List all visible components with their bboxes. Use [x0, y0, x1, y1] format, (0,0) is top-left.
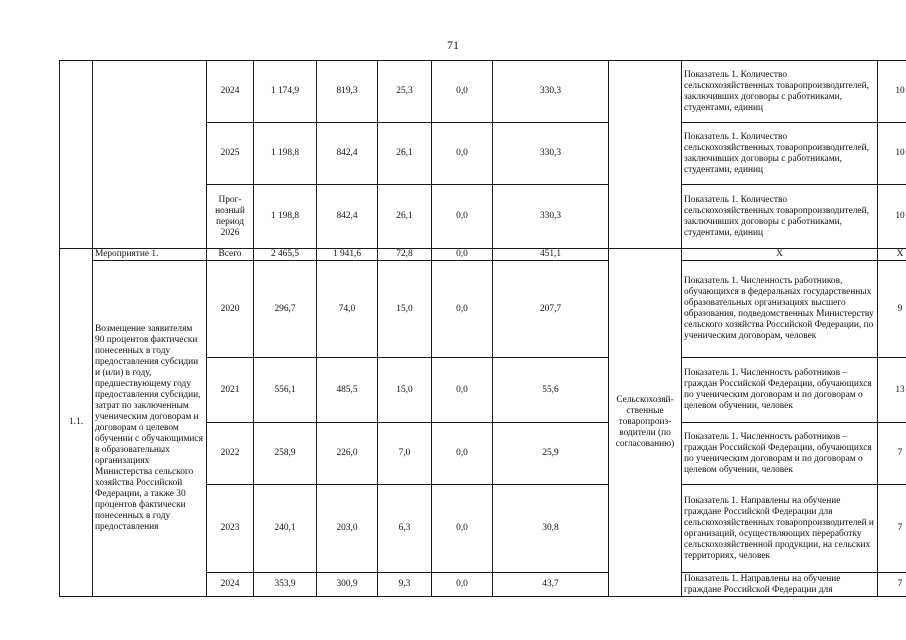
cell-regional: 7,0 — [378, 423, 432, 485]
cell-regional: 26,1 — [378, 185, 432, 249]
cell-total: 1 198,8 — [254, 185, 317, 249]
cell-measure-title: Мероприятие 1. — [93, 249, 207, 261]
cell-extra: 330,3 — [493, 185, 609, 249]
table-row — [60, 261, 906, 358]
cell-regional: 9,3 — [378, 573, 432, 597]
cell-indicator: X — [682, 249, 878, 261]
cell-total: 296,7 — [254, 261, 317, 358]
measure-description-text: Возмещение заявителям 90 процентов фактически понесенных в году предоставления субсидии и (или) в году, предшествующему году предоставления субсидии, затрат по заключенным ученическим договорам и договорам о целевом обучении с обучающимися в образовательных организациях Министерства сельского хозяйства Российской Федерации, а также 30 процентов фактически понесенных в году предоставления — [95, 324, 203, 532]
cell-federal: 842,4 — [317, 185, 378, 249]
cell-year: 2025 — [207, 123, 254, 185]
cell-indicator: Показатель 1. Численность работников – граждан Российской Федерации, обучающихся по ученическим договорам и по договорам о целевом обучении, человек — [682, 423, 878, 485]
cell-value: X — [878, 249, 906, 261]
cell-total: 258,9 — [254, 423, 317, 485]
cell-regional: 72,8 — [378, 249, 432, 261]
cell-federal: 485,5 — [317, 358, 378, 423]
table-row — [60, 61, 906, 123]
cell-year: 2024 — [207, 573, 254, 597]
cell-name-empty — [93, 61, 207, 249]
cell-federal: 74,0 — [317, 261, 378, 358]
cell-local: 0,0 — [432, 249, 493, 261]
cell-local: 0,0 — [432, 358, 493, 423]
cell-federal: 842,4 — [317, 123, 378, 185]
cell-total: 1 174,9 — [254, 61, 317, 123]
cell-value: 7 — [878, 485, 906, 573]
table-row — [60, 249, 906, 261]
cell-value: 10 — [878, 61, 906, 123]
cell-value: 9 — [878, 261, 906, 358]
cell-regional: 15,0 — [378, 261, 432, 358]
cell-year: Всего — [207, 249, 254, 261]
cell-local: 0,0 — [432, 485, 493, 573]
cell-extra: 207,7 — [493, 261, 609, 358]
cell-value: 13 — [878, 358, 906, 423]
cell-value: 10 — [878, 123, 906, 185]
cell-local: 0,0 — [432, 185, 493, 249]
cell-year: 2024 — [207, 61, 254, 123]
cell-regional: 25,3 — [378, 61, 432, 123]
cell-year: 2023 — [207, 485, 254, 573]
cell-total: 1 198,8 — [254, 123, 317, 185]
cell-extra: 330,3 — [493, 123, 609, 185]
cell-local: 0,0 — [432, 61, 493, 123]
cell-extra: 43,7 — [493, 573, 609, 597]
cell-federal: 300,9 — [317, 573, 378, 597]
cell-indicator: Показатель 1. Количество сельскохозяйственных товаропроизводителей, заключивших договоры с работниками, студентами, единиц — [682, 61, 878, 123]
cell-measure-number: 1.1. — [60, 249, 93, 597]
cell-regional: 6,3 — [378, 485, 432, 573]
cell-local: 0,0 — [432, 423, 493, 485]
cell-indicator: Показатель 1. Численность работников – граждан Российской Федерации, обучающихся по ученическим договорам и по договорам о целевом обучении, человек — [682, 358, 878, 423]
cell-year: Прог-нозный период 2026 — [207, 185, 254, 249]
cell-extra: 55,6 — [493, 358, 609, 423]
cell-year: 2021 — [207, 358, 254, 423]
cell-extra: 30,8 — [493, 485, 609, 573]
cell-local: 0,0 — [432, 573, 493, 597]
cell-value: 7 — [878, 573, 906, 597]
cell-total: 240,1 — [254, 485, 317, 573]
cell-extra: 25,9 — [493, 423, 609, 485]
cell-value: 7 — [878, 423, 906, 485]
cell-indicator: Показатель 1. Количество сельскохозяйственных товаропроизводителей, заключивших договоры с работниками, студентами, единиц — [682, 123, 878, 185]
cell-total: 556,1 — [254, 358, 317, 423]
cell-local: 0,0 — [432, 123, 493, 185]
cell-year: 2020 — [207, 261, 254, 358]
cell-indicator: Показатель 1. Направлены на обучение граждане Российской Федерации для сельскохозяйственных товаропроизводителей и организаций, осуществляющих переработку сельскохозяйственной продукции, на сельских территориях, человек — [682, 485, 878, 573]
cell-federal: 203,0 — [317, 485, 378, 573]
cell-executor-empty — [609, 61, 682, 249]
cell-indicator: Показатель 1. Численность работников, обучающихся в федеральных государственных образовательных организациях высшего образования, подведомственных Министерству сельского хозяйства Российской Федерации, по ученическим договорам, человек — [682, 261, 878, 358]
cell-extra: 330,3 — [493, 61, 609, 123]
cell-total: 353,9 — [254, 573, 317, 597]
cell-total: 2 465,5 — [254, 249, 317, 261]
cell-year: 2022 — [207, 423, 254, 485]
cell-extra: 451,1 — [493, 249, 609, 261]
cell-number-empty — [60, 61, 93, 249]
cell-federal: 1 941,6 — [317, 249, 378, 261]
cell-local: 0,0 — [432, 261, 493, 358]
cell-value: 10 — [878, 185, 906, 249]
program-table — [59, 60, 906, 597]
cell-executor: Сельскохозяй-ственные товаропроиз-водители (по согласованию) — [609, 249, 682, 597]
cell-regional: 26,1 — [378, 123, 432, 185]
cell-indicator: Показатель 1. Направлены на обучение граждане Российской Федерации для — [682, 573, 878, 597]
cell-indicator: Показатель 1. Количество сельскохозяйственных товаропроизводителей, заключивших договоры с работниками, студентами, единиц — [682, 185, 878, 249]
cell-measure-description — [93, 261, 207, 597]
cell-federal: 226,0 — [317, 423, 378, 485]
page-number: 71 — [447, 38, 459, 52]
cell-federal: 819,3 — [317, 61, 378, 123]
cell-regional: 15,0 — [378, 358, 432, 423]
